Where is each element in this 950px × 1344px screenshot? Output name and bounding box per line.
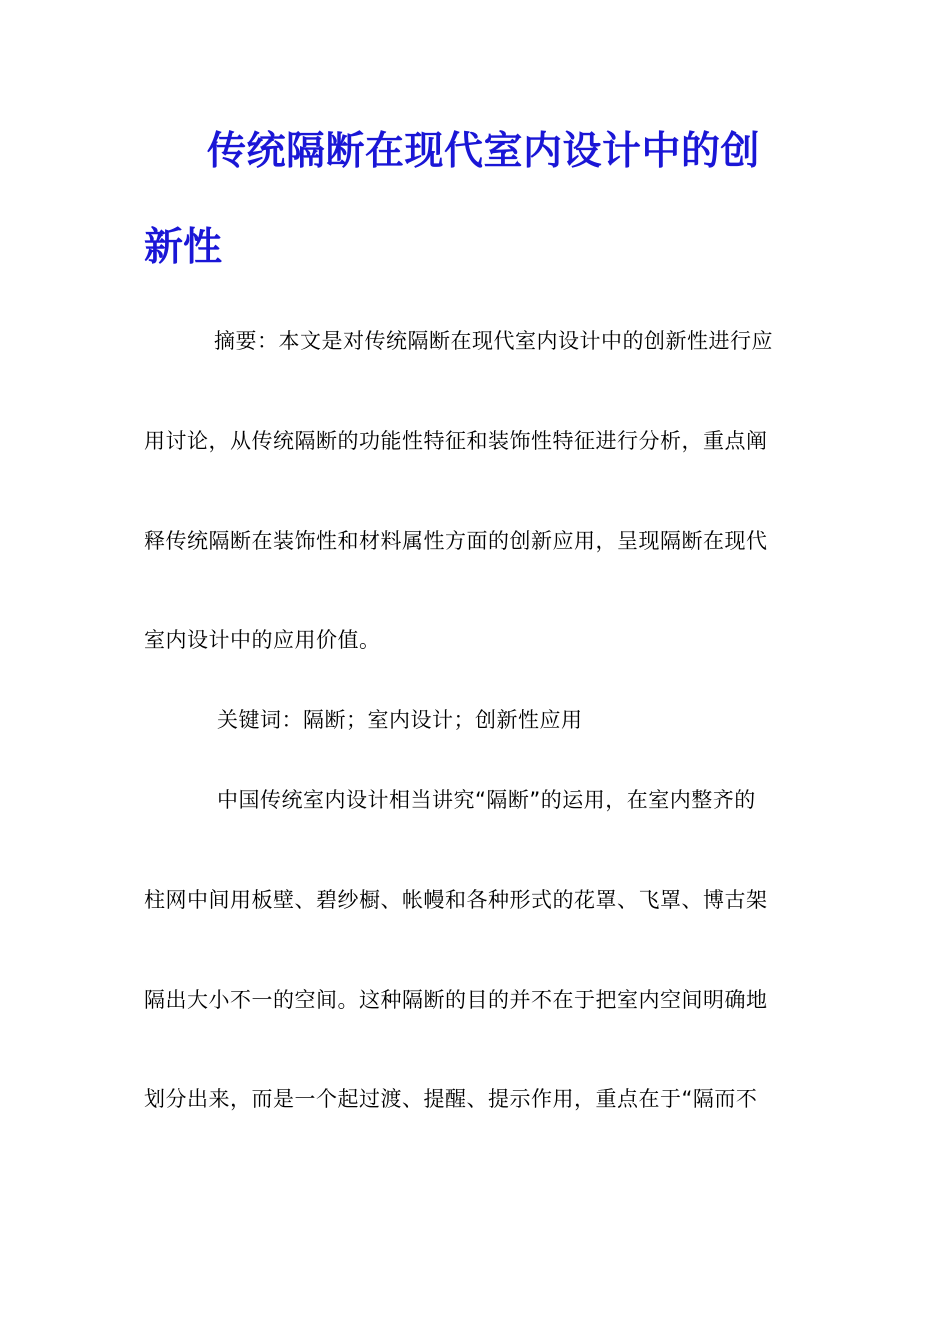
abstract-line-2: 用讨论，从传统隔断的功能性特征和装饰性特征进行分析，重点阐 <box>144 429 768 453</box>
abstract-line-4: 室内设计中的应用价值。 <box>144 628 381 652</box>
document-title-line-1: 传统隔断在现代室内设计中的创 <box>207 128 761 174</box>
body-line-4: 划分出来，而是一个起过渡、提醒、提示作用，重点在于“隔而不 <box>144 1087 758 1111</box>
abstract-line-1: 摘要：本文是对传统隔断在现代室内设计中的创新性进行应 <box>214 329 773 353</box>
abstract-line-3: 释传统隔断在装饰性和材料属性方面的创新应用，呈现隔断在现代 <box>144 529 768 553</box>
body-line-3: 隔出大小不一的空间。这种隔断的目的并不在于把室内空间明确地 <box>144 988 768 1012</box>
body-line-2: 柱网中间用板壁、碧纱橱、帐幔和各种形式的花罩、飞罩、博古架 <box>144 888 768 912</box>
body-line-1: 中国传统室内设计相当讲究“隔断”的运用，在室内整齐的 <box>217 788 756 812</box>
document-title-line-2: 新性 <box>144 224 223 270</box>
keywords-line: 关键词：隔断；室内设计；创新性应用 <box>217 708 583 732</box>
